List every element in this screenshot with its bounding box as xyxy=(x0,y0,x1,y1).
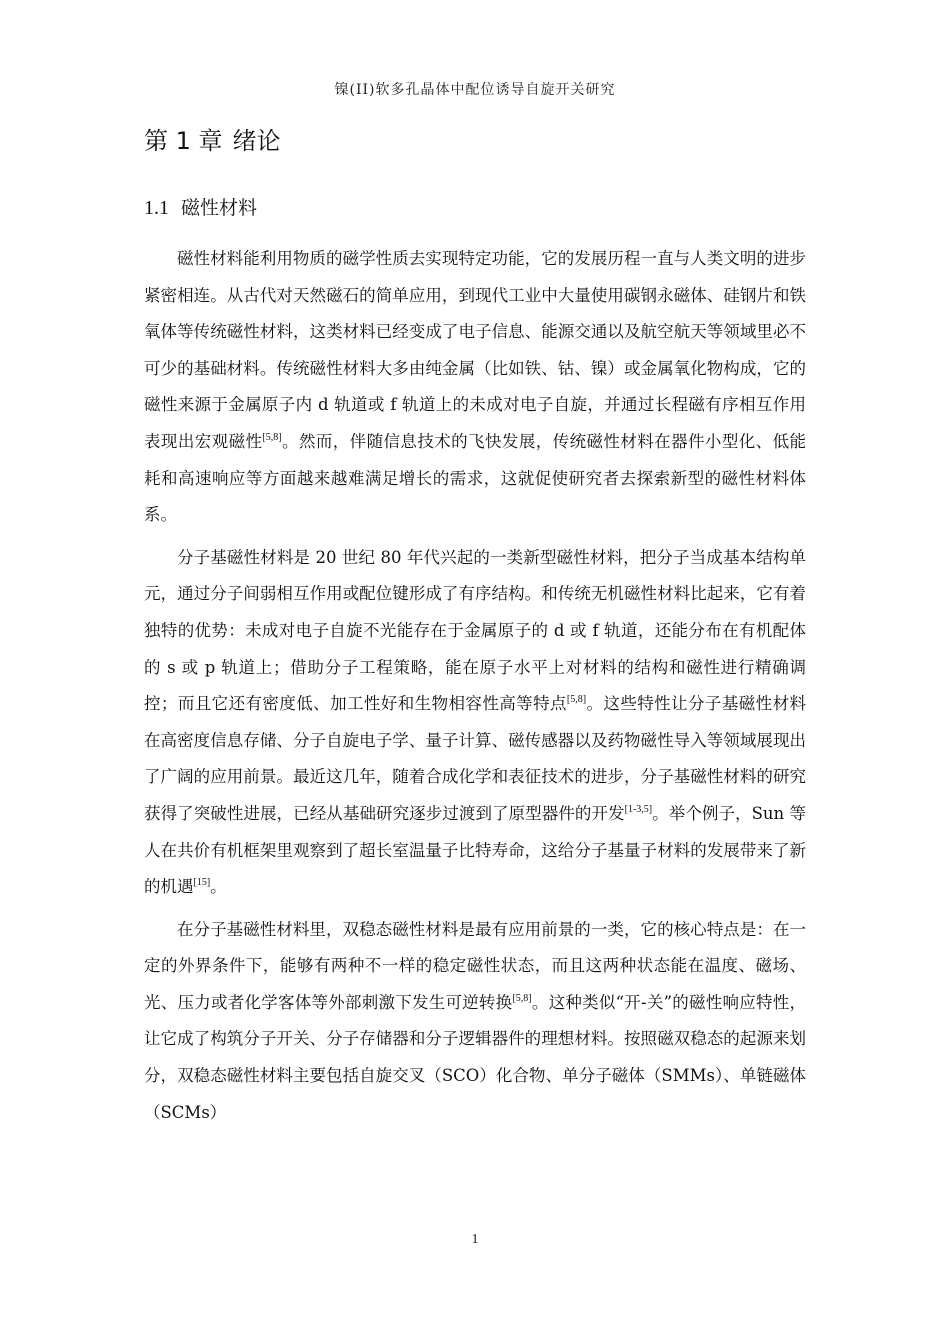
paragraph-text: 。这种类似“开-关”的磁性响应特性，让它成了构筑分子开关、分子存储器和分子逻辑器件的理想材料。按照磁双稳态的起源来划分，双稳态磁性材料主要包括自旋交叉（SCO）化合物、单分子磁体（SMMs）、单链磁体（SCMs） xyxy=(144,992,806,1122)
chapter-heading xyxy=(144,123,281,159)
paragraph-text: 磁性材料能利用物质的磁学性质去实现特定功能，它的发展历程一直与人类文明的进步紧密相连。从古代对天然磁石的简单应用，到现代工业中大量使用碳钢永磁体、硅钢片和铁氧体等传统磁性材料，这类材料已经变成了电子信息、能源交通以及航空航天等领域里必不可少的基础材料。传统磁性材料大多由纯金属（比如铁、钴、镍）或金属氧化物构成，它的磁性来源于金属原子内 d 轨道或 f 轨道上的未成对电子自旋，并通过长程磁有序相互作用表现出宏观磁性 xyxy=(144,249,806,451)
paragraph-text: 。这些特性让分子基磁性材料在高密度信息存储、分子自旋电子学、量子计算、磁传感器以及药物磁性导入等领域展现出了广阔的应用前景。最近这几年，随着合成化学和表征技术的进步，分子基磁性材料的研究获得了突破性进展，已经从基础研究逐步过渡到了原型器件的开发 xyxy=(144,694,807,823)
citation: [15] xyxy=(193,877,211,889)
chapter-label: 第 1 章 xyxy=(144,127,223,155)
citation: [5,8] xyxy=(512,992,532,1004)
running-header: 镍(II)软多孔晶体中配位诱导自旋开关研究 xyxy=(334,82,616,98)
paragraph-text: 。举个例子，Sun 等人在共价有机框架里观察到了超长室温量子比特寿命，这给分子基量子材料的发展带来了新的机遇 xyxy=(144,803,806,897)
paragraph-text: 。 xyxy=(210,877,227,897)
paragraph-text: 分子基磁性材料是 20 世纪 80 年代兴起的一类新型磁性材料，把分子当成基本结构单元，通过分子间弱相互作用或配位键形成了有序结构。和传统无机磁性材料比起来，它有着独特的优势：未成对电子自旋不光能存在于金属原子的 d 或 f 轨道，还能分布在有机配体的 s 或 p 轨道上；借助分子工程策略，能在原子水平上对材料的结构和磁性进行精确调控；而且它还有密度低、加工性好和生物相容性高等特点 xyxy=(144,547,806,714)
page-number: 1 xyxy=(471,1232,479,1247)
citation: [5,8] xyxy=(262,431,282,443)
paragraph xyxy=(144,540,806,906)
paragraph xyxy=(144,912,806,1132)
paragraph-text: 。然而，伴随信息技术的飞快发展，传统磁性材料在器件小型化、低能耗和高速响应等方面越来越难满足增长的需求，这就促使研究者去探索新型的磁性材料体系。 xyxy=(144,431,807,525)
section-number: 1.1 xyxy=(144,197,169,219)
header-rule xyxy=(144,104,806,105)
section-title: 磁性材料 xyxy=(181,197,258,219)
citation: [5,8] xyxy=(566,694,587,706)
paragraph-text: 在分子基磁性材料里，双稳态磁性材料是最有应用前景的一类，它的核心特点是：在一定的外界条件下，能够有两种不一样的稳定磁性状态，而且这两种状态能在温度、磁场、光、压力或者化学客体等外部刺激下发生可逆转换 xyxy=(144,919,806,1012)
paragraph xyxy=(144,241,806,534)
citation: [1-3,5] xyxy=(624,803,653,815)
body-text xyxy=(144,241,806,1137)
section-heading xyxy=(144,194,257,222)
chapter-title: 绪论 xyxy=(232,127,281,155)
